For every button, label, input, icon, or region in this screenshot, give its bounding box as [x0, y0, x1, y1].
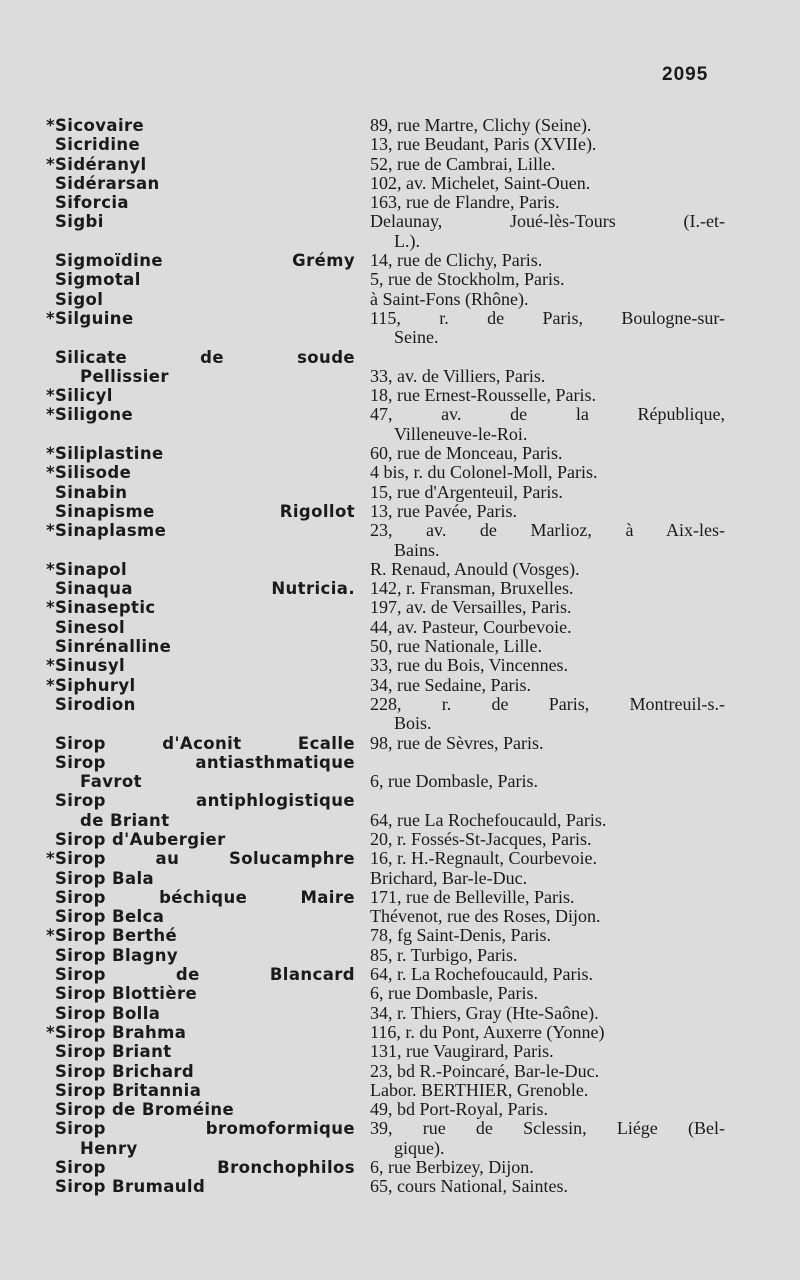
list-item: [0, 965, 800, 984]
entry-name-line: Sirop Berthé: [55, 926, 178, 946]
entry-name: [43, 502, 355, 521]
entry-name-line: Sinapol: [55, 559, 128, 579]
list-item: [0, 869, 800, 888]
entry-address-line: 4 bis, r. du Colonel-Moll, Paris.: [370, 462, 598, 483]
entry-address-line: 14, rue de Clichy, Paris.: [370, 250, 543, 271]
asterisk-marker: *: [45, 308, 55, 328]
entry-name-line: Silguine: [55, 308, 134, 328]
entry-name-line: Siliplastine: [55, 444, 164, 464]
entry-address-line: 20, r. Fossés-St-Jacques, Paris.: [370, 828, 592, 849]
entry-address-line: 116, r. du Pont, Auxerre (Yonne): [370, 1021, 605, 1042]
entry-name: [43, 965, 355, 984]
list-item: [0, 888, 800, 907]
asterisk-marker: *: [45, 154, 55, 174]
entry-address-line: 78, fg Saint-Denis, Paris.: [370, 925, 551, 946]
asterisk-marker: *: [45, 559, 55, 579]
asterisk-marker: *: [45, 656, 55, 676]
entry-name-line: Sirop Brahma: [55, 1022, 187, 1042]
entry-address: [370, 946, 725, 965]
entry-name: [43, 791, 355, 830]
entry-name-line: Sirop Bolla: [55, 1003, 161, 1023]
asterisk-marker: *: [45, 849, 55, 869]
entry-address-line: 47, av. de la République,: [370, 404, 725, 425]
entry-address-line: 15, rue d'Argenteuil, Paris.: [370, 481, 563, 502]
entry-name-line: Pellissier: [80, 366, 169, 386]
entry-name: [43, 869, 355, 888]
entry-name-line: Sinaqua Nutricia.: [55, 579, 355, 599]
list-item: [0, 676, 800, 695]
asterisk-marker: *: [45, 463, 55, 483]
list-item: [0, 251, 800, 270]
entry-address-line: [370, 791, 725, 810]
entry-address: [370, 753, 725, 792]
list-item: [0, 348, 800, 387]
entry-address-line: 85, r. Turbigo, Paris.: [370, 944, 518, 965]
entry-name-line: Sirop de Broméine: [55, 1100, 235, 1120]
list-item: [0, 444, 800, 463]
list-item: [0, 656, 800, 675]
list-item: [0, 502, 800, 521]
list-item: [0, 290, 800, 309]
entry-address: [370, 483, 725, 502]
entry-list: [0, 116, 800, 1197]
entry-address-line: 142, r. Fransman, Bruxelles.: [370, 578, 574, 599]
list-item: [0, 579, 800, 598]
asterisk-marker: *: [45, 521, 55, 541]
entry-name-line: Sirop Britannia: [55, 1080, 202, 1100]
entry-name: [43, 984, 355, 1003]
entry-name-line: Sirop au Solucamphre: [55, 849, 355, 869]
asterisk-marker: *: [45, 386, 55, 406]
entry-name: [43, 849, 355, 868]
entry-address: [370, 193, 725, 212]
entry-name: [43, 386, 355, 405]
entry-name: [43, 734, 355, 753]
entry-address: [370, 560, 725, 579]
entry-name: [43, 676, 355, 695]
entry-address: [370, 888, 725, 907]
entry-address-line: 131, rue Vaugirard, Paris.: [370, 1041, 554, 1062]
entry-name: [43, 193, 355, 212]
entry-address-line: 44, av. Pasteur, Courbevoie.: [370, 616, 572, 637]
entry-name-line: Sirop Bronchophilos: [55, 1158, 355, 1178]
entry-address: [370, 1062, 725, 1081]
entry-name-line: Siphuryl: [55, 675, 136, 695]
entry-address-line: 13, rue Beudant, Paris (XVIIe).: [370, 134, 597, 155]
entry-name-line: Sicridine: [55, 135, 141, 155]
list-item: [0, 174, 800, 193]
entry-address-line: 34, rue Sedaine, Paris.: [370, 674, 531, 695]
entry-name-line: Siligone: [55, 405, 134, 425]
entry-name-line: Henry: [80, 1138, 138, 1158]
entry-address-line: 6, rue Dombasle, Paris.: [370, 771, 538, 792]
entry-address-line: 34, r. Thiers, Gray (Hte-Saône).: [370, 1002, 599, 1023]
list-item: [0, 212, 800, 251]
entry-address-line: Brichard, Bar-le-Duc.: [370, 867, 528, 888]
list-item: [0, 984, 800, 1003]
list-item: [0, 907, 800, 926]
entry-address: [370, 174, 725, 193]
entry-address: [370, 965, 725, 984]
entry-name: [43, 1081, 355, 1100]
entry-address-line: Labor. BERTHIER, Grenoble.: [370, 1079, 589, 1100]
entry-address: [370, 791, 725, 830]
entry-address-line: [370, 348, 725, 367]
list-item: [0, 946, 800, 965]
entry-name-line: Sirop Blottière: [55, 984, 198, 1004]
entry-address-line: 50, rue Nationale, Lille.: [370, 636, 542, 657]
list-item: [0, 560, 800, 579]
entry-name: [43, 888, 355, 907]
entry-address: [370, 656, 725, 675]
list-item: [0, 1023, 800, 1042]
entry-name-line: Sidérarsan: [55, 173, 160, 193]
list-item: [0, 1081, 800, 1100]
asterisk-marker: *: [45, 116, 55, 135]
entry-name-line: Sirop Blagny: [55, 945, 179, 965]
entry-address: [370, 618, 725, 637]
entry-name: [43, 907, 355, 926]
entry-address: [370, 348, 725, 387]
entry-name: [43, 290, 355, 309]
entry-address: [370, 444, 725, 463]
entry-address: [370, 1023, 725, 1042]
list-item: [0, 1062, 800, 1081]
entry-address: [370, 1119, 725, 1158]
entry-name-line: Silicyl: [55, 386, 113, 406]
entry-name-line: Sirop Briant: [55, 1042, 172, 1062]
entry-address: [370, 502, 725, 521]
entry-address-line: 33, av. de Villiers, Paris.: [370, 365, 546, 386]
entry-address: [370, 155, 725, 174]
entry-name: [43, 1042, 355, 1061]
entry-address: [370, 1158, 725, 1177]
entry-name: [43, 1158, 355, 1177]
entry-address-line: gique).: [394, 1137, 445, 1158]
entry-name-line: Siforcia: [55, 193, 129, 213]
entry-name-line: Sinesol: [55, 617, 126, 637]
list-item: [0, 309, 800, 348]
entry-name-line: Sigmotal: [55, 270, 141, 290]
entry-address-line: 228, r. de Paris, Montreuil-s.-: [370, 693, 725, 714]
entry-address-line: 39, rue de Sclessin, Liége (Bel-: [370, 1118, 725, 1139]
entry-address: [370, 463, 725, 482]
asterisk-marker: *: [45, 598, 55, 618]
entry-address-line: 64, r. La Rochefoucauld, Paris.: [370, 964, 593, 985]
entry-name: [43, 618, 355, 637]
list-item: [0, 849, 800, 868]
entry-address: [370, 676, 725, 695]
entry-address: [370, 869, 725, 888]
entry-address: [370, 386, 725, 405]
entry-address-line: à Saint-Fons (Rhône).: [370, 288, 529, 309]
entry-name: [43, 309, 355, 348]
entry-name-line: Sinrénalline: [55, 637, 172, 657]
list-item: [0, 155, 800, 174]
entry-name: [43, 695, 355, 734]
entry-name: [43, 830, 355, 849]
list-item: [0, 521, 800, 560]
entry-name-line: Sirop Brichard: [55, 1061, 195, 1081]
entry-address-line: 98, rue de Sèvres, Paris.: [370, 732, 544, 753]
entry-address-line: 6, rue Berbizey, Dijon.: [370, 1157, 534, 1178]
entry-address-line: 64, rue La Rochefoucauld, Paris.: [370, 809, 607, 830]
entry-address-line: 197, av. de Versailles, Paris.: [370, 597, 572, 618]
asterisk-marker: *: [45, 444, 55, 464]
entry-name: [43, 1004, 355, 1023]
entry-address-line: R. Renaud, Anould (Vosges).: [370, 558, 580, 579]
entry-name: [43, 116, 355, 135]
entry-address: [370, 1100, 725, 1119]
entry-address: [370, 1177, 725, 1196]
entry-name-line: Sirop antiphlogistique: [55, 791, 355, 811]
entry-address-line: Villeneuve-le-Roi.: [394, 423, 528, 444]
entry-name-line: Sigmoïdine Grémy: [55, 251, 355, 271]
entry-name: [43, 444, 355, 463]
entry-name-line: Sirop bromoformique: [55, 1119, 355, 1139]
list-item: [0, 193, 800, 212]
entry-address: [370, 926, 725, 945]
entry-address-line: 16, r. H.-Regnault, Courbevoie.: [370, 848, 597, 869]
entry-address: [370, 1042, 725, 1061]
entry-name-line: Sicovaire: [55, 116, 145, 135]
entry-name: [43, 560, 355, 579]
entry-name: [43, 637, 355, 656]
entry-name: [43, 348, 355, 387]
page-number: 2095: [662, 64, 709, 85]
list-item: [0, 1042, 800, 1061]
list-item: [0, 386, 800, 405]
entry-name-line: Sigbi: [55, 212, 104, 232]
entry-name: [43, 1119, 355, 1158]
entry-address-line: 23, av. de Marlioz, à Aix-les-: [370, 520, 725, 541]
list-item: [0, 1158, 800, 1177]
entry-address-line: 65, cours National, Saintes.: [370, 1176, 568, 1197]
entry-address-line: Bois.: [394, 713, 432, 734]
entry-name: [43, 483, 355, 502]
list-item: [0, 135, 800, 154]
entry-name-line: Sirop béchique Maire: [55, 887, 355, 907]
entry-address-line: Delaunay, Joué-lès-Tours (I.-et-: [370, 211, 725, 232]
entry-address-line: 23, bd R.-Poincaré, Bar-le-Duc.: [370, 1060, 600, 1081]
list-item: [0, 695, 800, 734]
entry-address-line: 171, rue de Belleville, Paris.: [370, 886, 575, 907]
entry-address: [370, 579, 725, 598]
entry-address-line: L.).: [394, 230, 420, 251]
list-item: [0, 1100, 800, 1119]
asterisk-marker: *: [45, 405, 55, 425]
asterisk-marker: *: [45, 1022, 55, 1042]
entry-name: [43, 1177, 355, 1196]
list-item: [0, 483, 800, 502]
entry-name: [43, 212, 355, 251]
list-item: [0, 463, 800, 482]
entry-address-line: 5, rue de Stockholm, Paris.: [370, 269, 565, 290]
entry-name: [43, 155, 355, 174]
entry-name-line: Sinusyl: [55, 656, 126, 676]
entry-name: [43, 270, 355, 289]
entry-name-line: Sigol: [55, 289, 104, 309]
entry-address: [370, 290, 725, 309]
entry-name-line: Sirop d'Aconit Ecalle: [55, 733, 355, 753]
entry-address: [370, 695, 725, 734]
entry-address-line: 33, rue du Bois, Vincennes.: [370, 655, 569, 676]
entry-address: [370, 598, 725, 617]
entry-name: [43, 946, 355, 965]
entry-name-line: Sirodion: [55, 694, 136, 714]
entry-name-line: Favrot: [80, 772, 142, 792]
entry-name: [43, 926, 355, 945]
entry-address: [370, 116, 725, 135]
entry-name-line: Sirop Brumauld: [55, 1177, 206, 1197]
list-item: [0, 637, 800, 656]
entry-name-line: Sinapisme Rigollot: [55, 501, 355, 521]
entry-name: [43, 598, 355, 617]
entry-address: [370, 734, 725, 753]
list-item: [0, 618, 800, 637]
entry-address: [370, 830, 725, 849]
entry-name: [43, 135, 355, 154]
asterisk-marker: *: [45, 926, 55, 946]
entry-address: [370, 907, 725, 926]
entry-name: [43, 579, 355, 598]
entry-address: [370, 984, 725, 1003]
entry-address: [370, 849, 725, 868]
list-item: [0, 791, 800, 830]
list-item: [0, 1119, 800, 1158]
entry-name-line: Sirop antiasthmatique: [55, 752, 355, 772]
entry-name-line: Silicate de soude: [55, 347, 355, 367]
entry-address: [370, 270, 725, 289]
entry-name-line: Sirop Belca: [55, 907, 165, 927]
entry-name-line: Sinabin: [55, 482, 128, 502]
entry-address: [370, 1081, 725, 1100]
list-item: [0, 405, 800, 444]
entry-name-line: Sirop de Blancard: [55, 965, 355, 985]
entry-name: [43, 174, 355, 193]
entry-address-line: Seine.: [394, 327, 439, 348]
list-item: [0, 598, 800, 617]
entry-address-line: 49, bd Port-Royal, Paris.: [370, 1099, 548, 1120]
list-item: [0, 1004, 800, 1023]
entry-address-line: 18, rue Ernest-Rousselle, Paris.: [370, 385, 596, 406]
entry-address-line: 6, rue Dombasle, Paris.: [370, 983, 538, 1004]
entry-name-line: Sinaplasme: [55, 521, 167, 541]
entry-address: [370, 309, 725, 348]
entry-name: [43, 1100, 355, 1119]
entry-address-line: 60, rue de Monceau, Paris.: [370, 443, 563, 464]
entry-name: [43, 753, 355, 792]
entry-address: [370, 135, 725, 154]
entry-name: [43, 656, 355, 675]
entry-address: [370, 405, 725, 444]
entry-address-line: [370, 753, 725, 772]
entry-name: [43, 251, 355, 270]
list-item: [0, 734, 800, 753]
entry-name-line: Sirop d'Aubergier: [55, 829, 226, 849]
entry-name: [43, 521, 355, 560]
entry-address-line: 13, rue Pavée, Paris.: [370, 500, 517, 521]
entry-address-line: Bains.: [394, 539, 440, 560]
entry-name-line: Sinaseptic: [55, 598, 156, 618]
entry-name-line: Sidéranyl: [55, 154, 147, 174]
entry-address: [370, 212, 725, 251]
entry-address: [370, 1004, 725, 1023]
entry-name: [43, 1062, 355, 1081]
asterisk-marker: *: [45, 675, 55, 695]
entry-name: [43, 1023, 355, 1042]
list-item: [0, 1177, 800, 1196]
list-item: [0, 926, 800, 945]
entry-name: [43, 405, 355, 444]
entry-address-line: 115, r. de Paris, Boulogne-sur-: [370, 307, 725, 328]
entry-name-line: de Briant: [80, 810, 170, 830]
entry-address-line: 52, rue de Cambrai, Lille.: [370, 153, 556, 174]
entry-name-line: Sirop Bala: [55, 868, 155, 888]
list-item: [0, 753, 800, 792]
entry-address: [370, 521, 725, 560]
list-item: [0, 830, 800, 849]
entry-address-line: 102, av. Michelet, Saint-Ouen.: [370, 172, 591, 193]
entry-address-line: Thévenot, rue des Roses, Dijon.: [370, 906, 601, 927]
entry-address-line: 89, rue Martre, Clichy (Seine).: [370, 115, 592, 135]
entry-address-line: 163, rue de Flandre, Paris.: [370, 192, 560, 213]
entry-name: [43, 463, 355, 482]
entry-address: [370, 251, 725, 270]
list-item: [0, 116, 800, 135]
entry-address: [370, 637, 725, 656]
entry-name-line: Silisode: [55, 463, 132, 483]
list-item: [0, 270, 800, 289]
